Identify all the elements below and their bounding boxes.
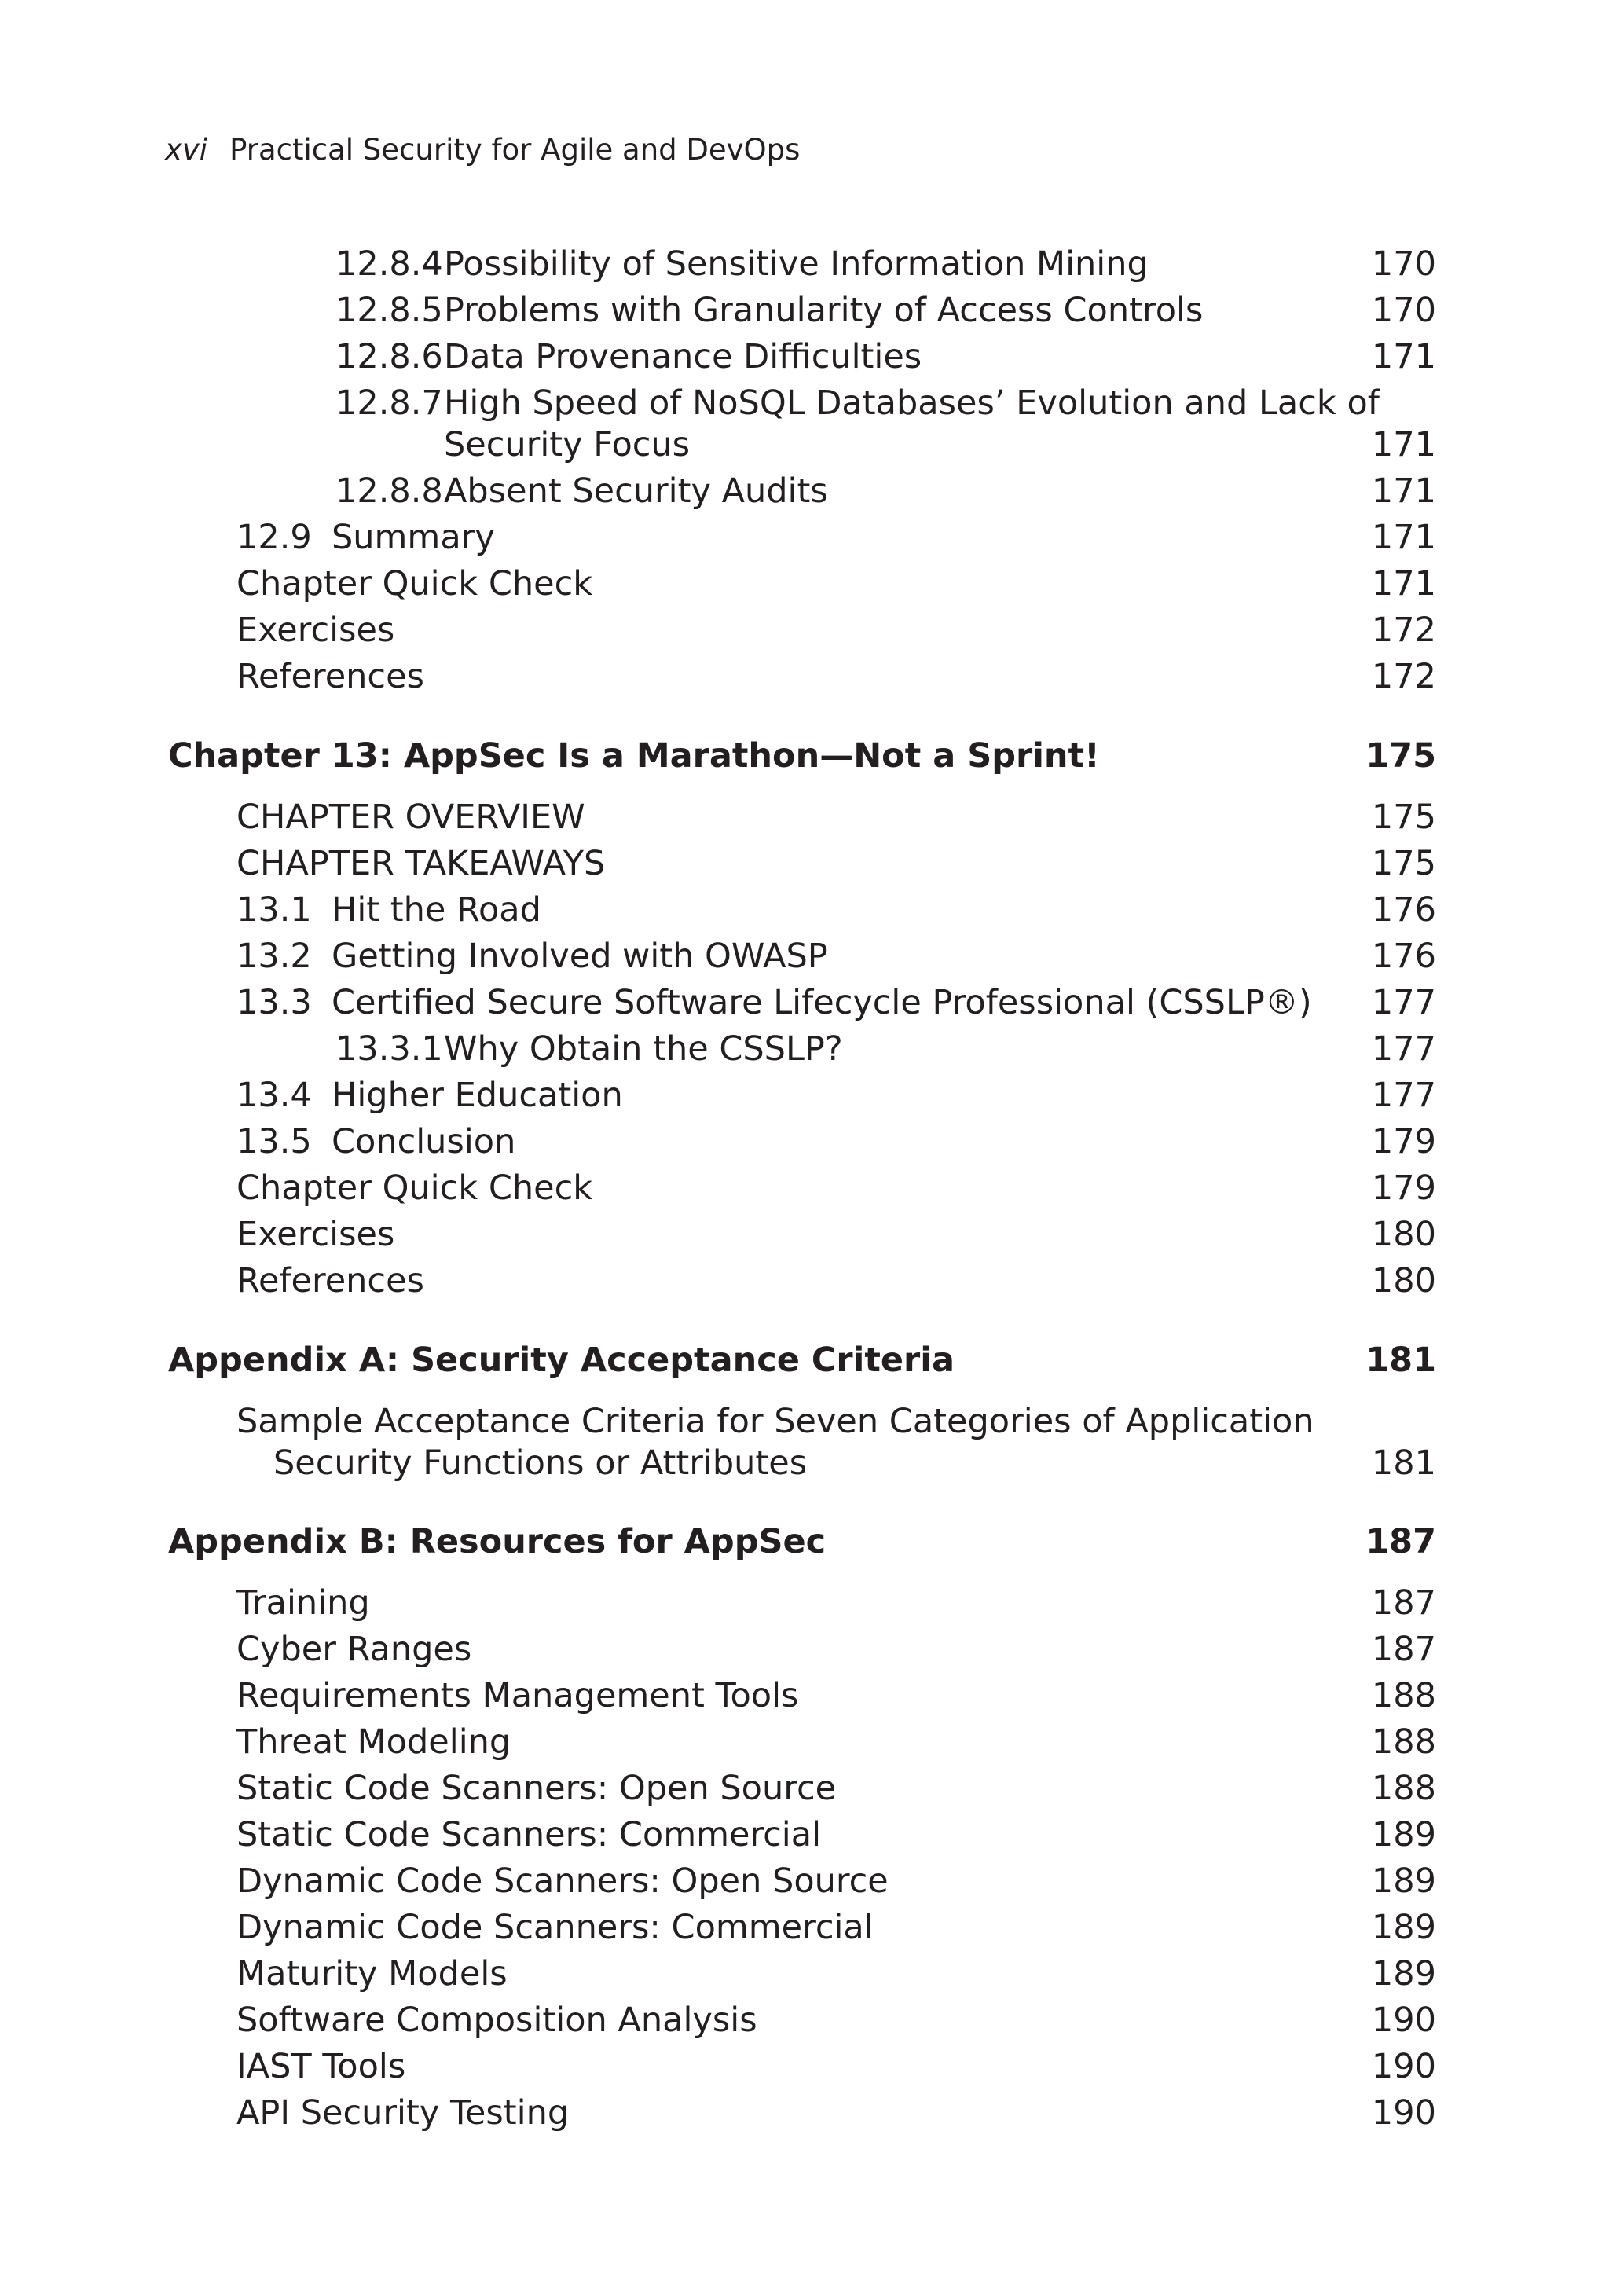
running-header [165,130,800,170]
section-number: 13.5 [236,1122,312,1161]
page-number: 175 [1371,798,1436,837]
page-number: 171 [1371,471,1436,511]
toc-entry[interactable] [236,1120,515,1164]
appendix-page-number: 187 [1365,1522,1436,1561]
chapter-page-number: 175 [1365,736,1436,776]
page-number: 176 [1371,890,1436,930]
toc-entry[interactable]: Chapter Quick Check [236,1168,593,1208]
page-number: 171 [1371,518,1436,557]
page-number: 190 [1371,2093,1436,2133]
toc-entry[interactable] [236,934,828,978]
entry-title: Why Obtain the CSSLP? [444,1029,843,1069]
toc-entry[interactable]: Requirements Management Tools [236,1676,799,1715]
page-number: 189 [1371,1908,1436,1947]
page-number: 180 [1371,1261,1436,1300]
page-number: 188 [1371,1676,1436,1715]
toc-entry[interactable] [236,888,541,932]
section-number: 12.8.5 [335,291,443,330]
page-number: 180 [1371,1215,1436,1254]
section-number: 12.8.7 [335,383,443,423]
page-number: 177 [1371,1029,1436,1069]
page-number: 172 [1371,657,1436,696]
toc-entry[interactable]: Static Code Scanners: Open Source [236,1769,837,1808]
entry-title: Hit the Road [332,890,541,930]
toc-entry[interactable]: Threat Modeling [236,1722,511,1762]
toc-entry[interactable]: Exercises [236,611,395,650]
page-number: 170 [1371,244,1436,284]
page-number: 188 [1371,1722,1436,1762]
chapter-heading[interactable]: Chapter 13: AppSec Is a Marathon—Not a Sprint! [168,736,1100,776]
page-number: 171 [1371,337,1436,376]
entry-title: Certified Secure Software Lifecycle Professional (CSSLP®) [332,983,1312,1022]
entry-title: High Speed of NoSQL Databases’ Evolution and Lack of [444,383,1380,423]
entry-title: Conclusion [332,1122,516,1161]
page-number: 170 [1371,291,1436,330]
toc-entry[interactable]: References [236,1261,424,1300]
toc-entry[interactable]: Cyber Ranges [236,1630,472,1669]
toc-entry[interactable] [236,1073,623,1117]
toc-entry[interactable]: CHAPTER TAKEAWAYS [236,844,606,883]
page-number: 189 [1371,1815,1436,1854]
toc-entry[interactable] [335,335,922,379]
toc-entry[interactable]: Training [236,1583,370,1623]
toc-entry[interactable]: References [236,657,424,696]
toc-entry[interactable]: Sample Acceptance Criteria for Seven Categories of Application [236,1402,1314,1441]
page-number: 177 [1371,983,1436,1022]
toc-entry[interactable]: Static Code Scanners: Commercial [236,1815,822,1854]
toc-entry[interactable]: Software Composition Analysis [236,2001,757,2040]
page-number: 190 [1371,2001,1436,2040]
page-number: 171 [1371,425,1436,464]
page-folio: xvi [165,133,208,167]
page-number: 175 [1371,844,1436,883]
toc-entry[interactable] [335,242,1149,286]
section-number: 12.8.4 [335,244,443,284]
book-title: Practical Security for Agile and DevOps [229,133,801,167]
toc-entry[interactable]: API Security Testing [236,2093,570,2133]
toc-entry[interactable] [236,515,495,559]
toc-entry[interactable] [335,1027,843,1071]
appendix-heading[interactable]: Appendix A: Security Acceptance Criteria [168,1341,955,1380]
toc-entry[interactable]: IAST Tools [236,2047,406,2086]
section-number: 13.3 [236,983,312,1022]
entry-title: Problems with Granularity of Access Controls [444,291,1204,330]
page-number: 187 [1371,1583,1436,1623]
toc-entry[interactable] [236,981,1312,1025]
section-number: 13.3.1 [335,1029,443,1069]
entry-title-continuation: Security Functions or Attributes [273,1443,808,1483]
page-number: 189 [1371,1954,1436,1993]
page-number: 188 [1371,1769,1436,1808]
toc-entry[interactable] [335,469,828,513]
section-number: 12.8.6 [335,337,443,376]
toc-entry[interactable]: Dynamic Code Scanners: Commercial [236,1908,874,1947]
page-number: 171 [1371,564,1436,603]
section-number: 13.1 [236,890,312,930]
page-number: 187 [1371,1630,1436,1669]
appendix-heading[interactable]: Appendix B: Resources for AppSec [168,1522,826,1561]
section-number: 13.2 [236,937,312,976]
toc-entry[interactable]: Chapter Quick Check [236,564,593,603]
entry-title: Absent Security Audits [444,471,828,511]
entry-title-continuation: Security Focus [444,425,691,464]
section-number: 12.9 [236,518,312,557]
page-number: 177 [1371,1076,1436,1115]
page-number: 172 [1371,611,1436,650]
page-number: 189 [1371,1861,1436,1901]
entry-title: Data Provenance Difficulties [444,337,922,376]
page-number: 179 [1371,1168,1436,1208]
entry-title: Summary [332,518,495,557]
toc-entry[interactable]: CHAPTER OVERVIEW [236,798,585,837]
entry-title: Higher Education [332,1076,623,1115]
page-number: 176 [1371,937,1436,976]
toc-entry[interactable] [335,288,1203,332]
page-number: 190 [1371,2047,1436,2086]
toc-entry[interactable] [335,381,1380,425]
entry-title: Possibility of Sensitive Information Mining [444,244,1149,284]
entry-title: Getting Involved with OWASP [332,937,828,976]
toc-entry[interactable]: Dynamic Code Scanners: Open Source [236,1861,889,1901]
section-number: 12.8.8 [335,471,443,511]
section-number: 13.4 [236,1076,312,1115]
toc-entry[interactable]: Exercises [236,1215,395,1254]
page-number: 179 [1371,1122,1436,1161]
appendix-page-number: 181 [1365,1341,1436,1380]
page-number: 181 [1371,1443,1436,1483]
toc-entry[interactable]: Maturity Models [236,1954,508,1993]
